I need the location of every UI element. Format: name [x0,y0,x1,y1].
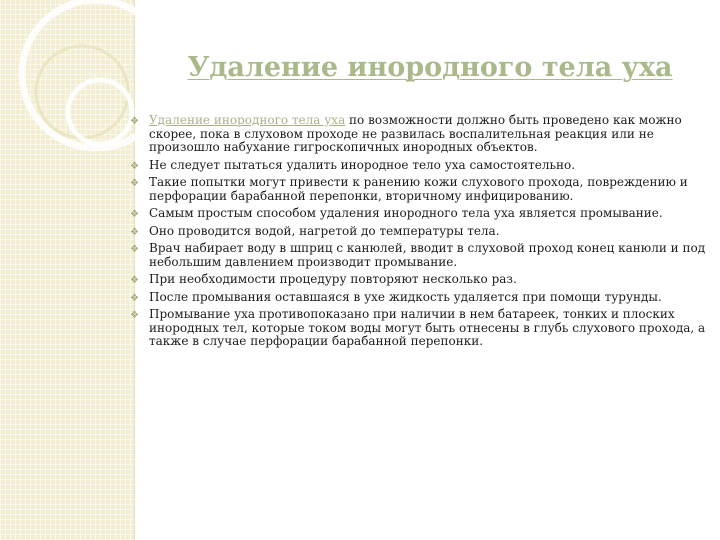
slide-title: Удаление инородного тела уха [187,52,673,83]
bullet-diamond-icon: ❖ [130,292,139,304]
bullet-list [130,114,716,353]
decorative-circle-medium [36,46,128,138]
bullet-diamond-icon: ❖ [130,275,139,286]
bullet-item [130,291,716,305]
bullet-diamond-icon: ❖ [130,244,139,255]
bullet-text: Оно проводится водой, нагретой до температуры тела. [149,223,500,238]
bullet-text: Врач набирает воду в шприц с канюлей, вводит в слуховой проход конец канюли и под небольшим давлением производит промывание. [149,241,706,269]
bullet-item [130,207,716,221]
link-foreign-body-removal[interactable]: Удаление инородного тела уха [149,113,346,127]
bullet-text: Не следует пытаться удалить инородное тело уха самостоятельно. [149,157,576,172]
bullet-text: Промывание уха противопоказано при наличии в нем батареек, тонких и плоских инородных тел, которые током воды могут быть отнесены в глубь слухового прохода, а также в случае перфорации барабанной перепонки. [149,307,706,348]
bullet-item [130,114,716,155]
bullet-diamond-icon: ❖ [130,116,139,127]
bullet-diamond-icon: ❖ [130,310,139,321]
bullet-diamond-icon: ❖ [130,226,139,238]
bullet-item [130,176,716,203]
bullet-diamond-icon: ❖ [130,178,139,189]
bullet-item [130,242,716,269]
bullet-text: После промывания оставшаяся в ухе жидкость удаляется при помощи турунды. [149,289,662,304]
bullet-item [130,159,716,173]
bullet-item [130,225,716,239]
bullet-text: При необходимости процедуру повторяют несколько раз. [149,272,517,286]
bullet-item [130,308,716,349]
bullet-diamond-icon: ❖ [130,160,139,172]
bullet-diamond-icon: ❖ [130,209,139,220]
bullet-text: Такие попытки могут привести к ранению кожи слухового прохода, повреждению и перфорации барабанной перепонки, вторичному инфицированию. [149,175,688,203]
bullet-text: по возможности должно быть проведено как можно скорее, пока в слуховом проходе не развилась воспалительная реакция или не произошло набухание гигроскопичных инородных объектов. [149,113,682,154]
bullet-item [130,273,716,287]
bullet-text: Самым простым способом удаления инородного тела уха является промывание. [149,206,663,220]
